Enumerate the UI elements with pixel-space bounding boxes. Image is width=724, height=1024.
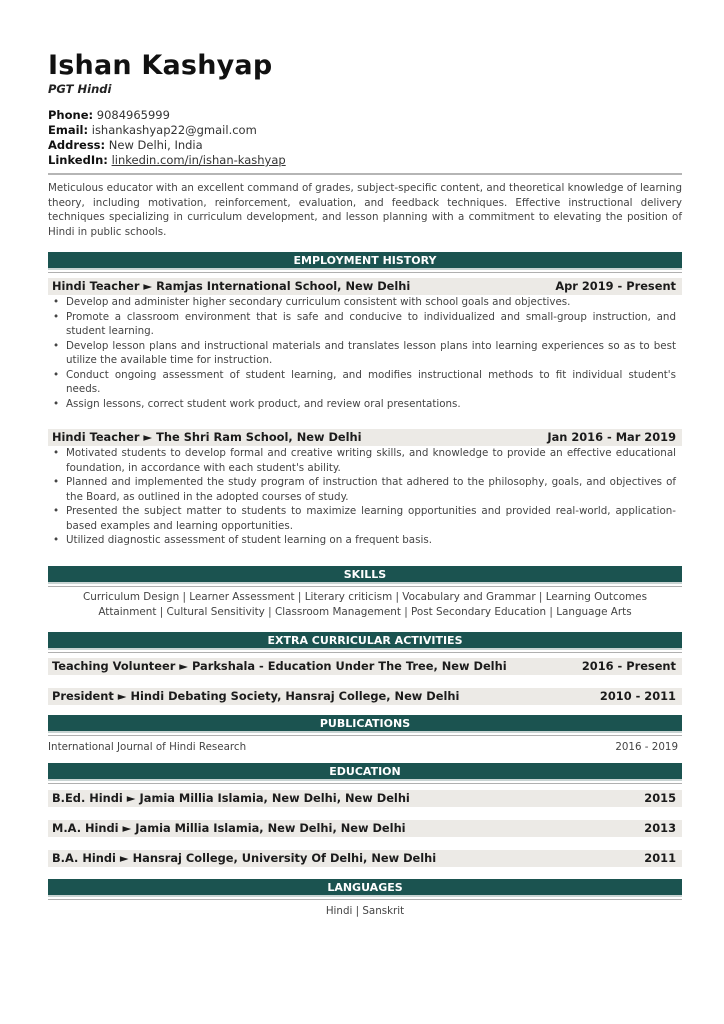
education-title: B.A. Hindi ► Hansraj College, University Of Delhi, New Delhi xyxy=(52,850,437,865)
section-header-education: EDUCATION xyxy=(48,763,682,781)
profile-summary: Meticulous educator with an excellent command of grades, subject-specific content, and theoretical knowledge of learning theory, including motivation, reinforcement, evaluation, and feedback techniques. Effective instructional delivery techniques specializing in curriculum development, and lesson planning with a commitment to elevating the position of Hindi in public schools. xyxy=(48,182,682,238)
education-year: 2011 xyxy=(644,850,676,865)
section-header-activities: EXTRA CURRICULAR ACTIVITIES xyxy=(48,632,682,650)
candidate-name: Ishan Kashyap xyxy=(48,50,273,81)
contact-value: ishankashyap22@gmail.com xyxy=(91,123,257,137)
job-entry xyxy=(48,278,682,411)
job-entry xyxy=(48,429,682,548)
contact-label: Address: xyxy=(48,138,106,152)
contact-address xyxy=(48,138,682,153)
section-header-employment: EMPLOYMENT HISTORY xyxy=(48,252,682,270)
job-dates: Jan 2016 - Mar 2019 xyxy=(547,430,676,445)
skills-list: Curriculum Design | Learner Assessment | Literary criticism | Vocabulary and Grammar | Learning Outcomes Attainment | Cultural Sensitivity | Classroom Management | Post Secondary Education | Language Arts xyxy=(83,590,647,618)
job-dates: Apr 2019 - Present xyxy=(555,279,676,294)
section-header-languages: LANGUAGES xyxy=(48,879,682,897)
bullet-item: • Develop and administer higher secondary curriculum consistent with school goals and objectives. xyxy=(48,295,682,310)
contact-label: Email: xyxy=(48,123,89,137)
contact-linkedin xyxy=(48,153,682,168)
activity-dates: 2010 - 2011 xyxy=(599,688,676,703)
activity-title: Teaching Volunteer ► Parkshala - Education Under The Tree, New Delhi xyxy=(52,658,507,673)
contact-value: 9084965999 xyxy=(96,108,170,122)
publication-dates: 2016 - 2019 xyxy=(615,740,678,753)
contact-phone xyxy=(48,108,682,123)
contact-value: New Delhi, India xyxy=(108,138,203,152)
job-bullets xyxy=(48,446,682,548)
contact-block xyxy=(48,108,682,168)
bullet-item: • Presented the subject matter to students to maximize learning opportunities and provided real-world, application-based examples and learning opportunities. xyxy=(48,504,682,533)
job-bullets xyxy=(48,295,682,411)
divider xyxy=(48,173,682,175)
bullet-item: • Assign lessons, correct student work product, and review oral presentations. xyxy=(48,397,682,412)
contact-email xyxy=(48,123,682,138)
education-row xyxy=(48,850,682,867)
contact-label: Phone: xyxy=(48,108,94,122)
section-header-publications: PUBLICATIONS xyxy=(48,715,682,733)
education-row xyxy=(48,820,682,837)
activity-dates: 2016 - Present xyxy=(581,658,676,673)
job-title: Hindi Teacher ► The Shri Ram School, New Delhi xyxy=(52,430,362,445)
bullet-item: • Conduct ongoing assessment of student learning, and modifies instructional methods to fit individual student's needs. xyxy=(48,368,682,397)
languages-list: Hindi | Sanskrit xyxy=(325,904,405,917)
activity-row xyxy=(48,688,682,705)
activity-title: President ► Hindi Debating Society, Hansraj College, New Delhi xyxy=(52,688,460,703)
publication-name: International Journal of Hindi Research xyxy=(48,740,247,753)
education-title: M.A. Hindi ► Jamia Millia Islamia, New Delhi, New Delhi xyxy=(52,820,406,835)
bullet-item: • Promote a classroom environment that is safe and conducive to individualized and small-group instruction, and student learning. xyxy=(48,310,682,339)
job-heading-row xyxy=(48,278,682,295)
resume-page xyxy=(48,50,682,917)
activity-row xyxy=(48,658,682,675)
bullet-item: • Develop lesson plans and instructional materials and translates lesson plans into learning experiences so as to best utilize the available time for instruction. xyxy=(48,339,682,368)
candidate-role: PGT Hindi xyxy=(48,82,112,96)
contact-label: LinkedIn: xyxy=(48,153,108,167)
education-row xyxy=(48,790,682,807)
job-title: Hindi Teacher ► Ramjas International School, New Delhi xyxy=(52,279,411,294)
education-title: B.Ed. Hindi ► Jamia Millia Islamia, New Delhi, New Delhi xyxy=(52,790,410,805)
publication-row xyxy=(48,741,682,753)
job-heading-row xyxy=(48,429,682,446)
section-header-skills: SKILLS xyxy=(48,566,682,584)
education-year: 2015 xyxy=(644,790,676,805)
linkedin-link[interactable]: linkedin.com/in/ishan-kashyap xyxy=(111,153,286,167)
bullet-item: • Motivated students to develop formal and creative writing skills, and knowledge to provide an effective educational foundation, in accordance with each student's ability. xyxy=(48,446,682,475)
bullet-item: • Planned and implemented the study program of instruction that adhered to the philosophy, goals, and objectives of the Board, as outlined in the adopted courses of study. xyxy=(48,475,682,504)
education-year: 2013 xyxy=(644,820,676,835)
bullet-item: • Utilized diagnostic assessment of student learning on a frequent basis. xyxy=(48,533,682,548)
